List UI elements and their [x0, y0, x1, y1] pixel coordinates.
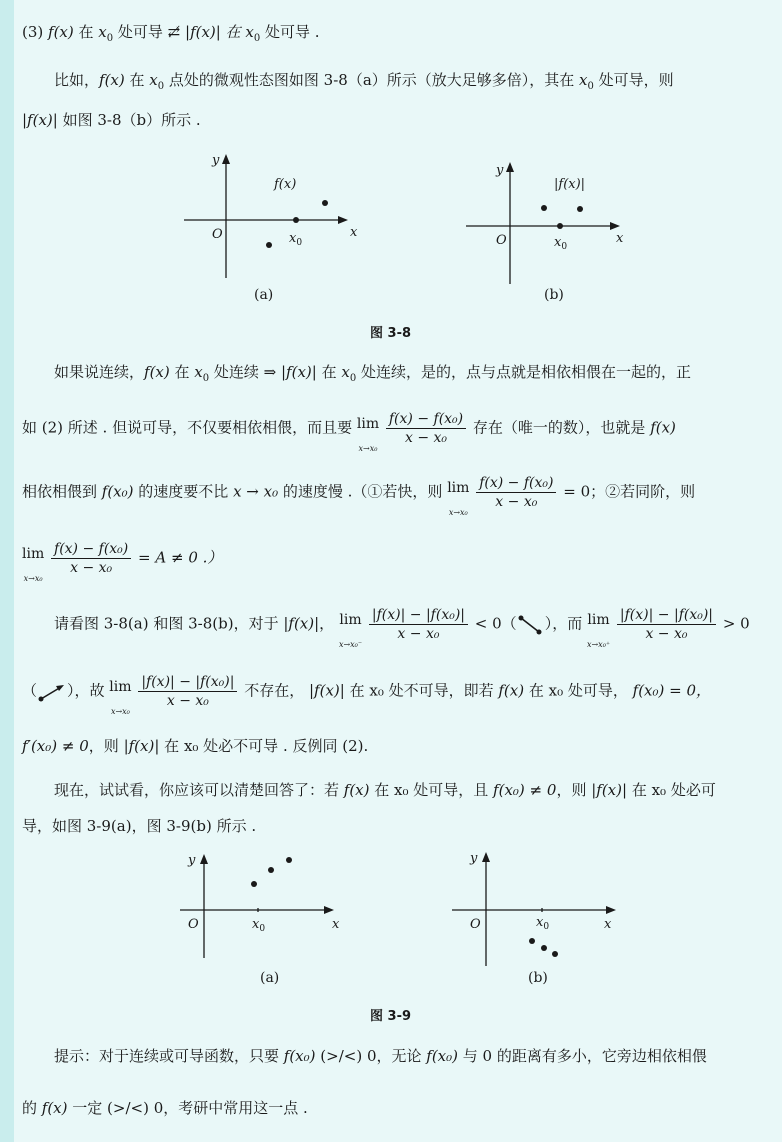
- abs-difference-quotient: $\frac{\text{|f(x)| − |f(x₀)|}}{\text{x − x₀}}$: [138, 673, 237, 710]
- up-slope-arrow-icon: [37, 681, 67, 703]
- point-x0: [268, 867, 274, 873]
- point-right: [552, 951, 558, 957]
- figure-3-9a: [180, 850, 350, 960]
- point-x0: [293, 217, 299, 223]
- limit-expression: lim x→x₀: [22, 546, 45, 583]
- x-axis-label: x: [604, 917, 612, 932]
- hint-line-2: 的 f(x) 一定 (>/<) 0，考研中常用这一点 .: [22, 1099, 308, 1117]
- x0-label: $x_0$: [536, 915, 550, 932]
- figure-3-8a-caption: (a): [254, 287, 274, 303]
- point-right: [286, 857, 292, 863]
- figure-3-9-caption: 图 3-9: [370, 1009, 412, 1024]
- y-axis-label: y: [188, 853, 196, 868]
- y-axis-label: y: [470, 851, 478, 866]
- point-x0: [541, 945, 547, 951]
- continuity-line-3: 相依相偎到 f(x₀) 的速度要不比 x → x₀ 的速度慢 .（①若快，则 lim x→x₀ $\frac{\text{f(x) − f(x₀)}}{\text{x − x₀}}$ = 0；②若同阶，则: [22, 468, 768, 508]
- continuity-line-4: lim x→x₀ $\frac{\text{f(x) − f(x₀)}}{\text{x − x₀}}$ = A ≠ 0 .）: [22, 534, 768, 574]
- origin-label: O: [212, 227, 223, 242]
- point-right: [322, 200, 328, 206]
- origin-label: O: [470, 917, 481, 932]
- abs-analysis-line-1: 请看图 3-8(a) 和图 3-8(b)，对于 |f(x)|， lim x→x₀⁻ $\frac{\text{|f(x)| − |f(x₀)|}}{\text{x − x₀}}$ < 0（ ），而 lim x→x₀⁺ $\frac{\text{|f(x)| − |f(x₀)|}}{\text{x − x₀}}$ > 0: [54, 600, 768, 640]
- point-x0: [557, 223, 563, 229]
- abs-analysis-line-3: f′(x₀) ≠ 0，则 |f(x)| 在 x₀ 处必不可导 . 反例同 (2).: [22, 737, 369, 755]
- question-line-2: 导，如图 3-9(a)，图 3-9(b) 所示 .: [22, 817, 257, 835]
- point-left: [529, 938, 535, 944]
- limit-expression: lim x→x₀: [109, 679, 132, 716]
- abs-difference-quotient: $\frac{\text{|f(x)| − |f(x₀)|}}{\text{x − x₀}}$: [369, 606, 468, 643]
- fx-label: f(x): [274, 177, 297, 192]
- figure-3-8b: [466, 160, 646, 290]
- x0-label: $x_0$: [252, 917, 266, 934]
- y-axis-label: y: [212, 153, 220, 168]
- difference-quotient: $\frac{\text{f(x) − f(x₀)}}{\text{x − x₀}}$: [476, 474, 556, 511]
- x0-label: $x_0$: [554, 235, 568, 252]
- document-page: [14, 0, 782, 1142]
- figure-3-9b-caption: (b): [528, 970, 548, 986]
- abs-fx-label: |f(x)|: [554, 177, 586, 192]
- point-right: [577, 206, 583, 212]
- y-axis-label: y: [496, 163, 504, 178]
- difference-quotient: $\frac{\text{f(x) − f(x₀)}}{\text{x − x₀}}$: [386, 410, 466, 447]
- not-equivalent-arrow: ⇄̸: [167, 23, 181, 41]
- figure-3-9b: [452, 848, 632, 968]
- down-slope-arrow-icon: [517, 614, 545, 636]
- x-axis-label: x: [332, 917, 340, 932]
- x-axis-label: x: [350, 225, 358, 240]
- abs-analysis-line-2: （ ），故 lim x→x₀ $\frac{\text{|f(x)| − |f(x₀)|}}{\text{x − x₀}}$ 不存在， |f(x)| 在 x₀ 处不可导，即若 f(x) 在 x₀ 处可导， f(x₀) = 0，: [22, 667, 768, 707]
- point-left: [266, 242, 272, 248]
- point-left: [251, 881, 257, 887]
- abs-difference-quotient: $\frac{\text{|f(x)| − |f(x₀)|}}{\text{x − x₀}}$: [617, 606, 716, 643]
- continuity-line-1: 如果说连续，f(x) 在 $x_0$ 处连续 ⇒ |f(x)| 在 $x_0$ 处连续，是的，点与点就是相依相偎在一起的，正: [54, 363, 691, 384]
- x-axis-label: x: [616, 231, 624, 246]
- continuity-line-2: 如 (2) 所述 . 但说可导，不仅要相依相偎，而且要 lim x→x₀ $\frac{\text{f(x) − f(x₀)}}{\text{x − x₀}}$ 存在（唯一的数），也就是 f(x): [22, 404, 768, 444]
- figure-3-9a-caption: (a): [260, 970, 280, 986]
- limit-expression: lim x→x₀: [447, 480, 470, 517]
- origin-label: O: [496, 233, 507, 248]
- difference-quotient: $\frac{\text{f(x) − f(x₀)}}{\text{x − x₀}}$: [51, 540, 131, 577]
- x0-label: $x_0$: [289, 231, 303, 248]
- question-line-1: 现在，试试看，你应该可以清楚回答了：若 f(x) 在 x₀ 处可导，且 f(x₀) ≠ 0，则 |f(x)| 在 x₀ 处必可: [54, 781, 716, 799]
- statement-3: (3) f(x) 在 $x_0$ 处可导 ⇄̸ |f(x)| 在 $x_0$ 处可导 .: [22, 23, 320, 44]
- origin-label: O: [188, 917, 199, 932]
- figure-3-8-caption: 图 3-8: [370, 326, 412, 341]
- right-limit-expression: lim x→x₀⁺: [586, 612, 611, 649]
- point-left: [541, 205, 547, 211]
- figure-3-8b-caption: (b): [544, 287, 564, 303]
- hint-line-1: 提示：对于连续或可导函数，只要 f(x₀) (>/<) 0，无论 f(x₀) 与 0 的距离有多小，它旁边相依相偎: [54, 1047, 707, 1065]
- left-limit-expression: lim x→x₀⁻: [338, 612, 363, 649]
- example-line-1: 比如，f(x) 在 $x_0$ 点处的微观性态图如图 3-8（a）所示（放大足够多倍），其在 $x_0$ 处可导，则: [54, 71, 674, 92]
- limit-expression: lim x→x₀: [356, 416, 380, 453]
- example-line-2: |f(x)| 如图 3-8（b）所示 .: [22, 111, 201, 129]
- figure-3-8a: [184, 150, 364, 280]
